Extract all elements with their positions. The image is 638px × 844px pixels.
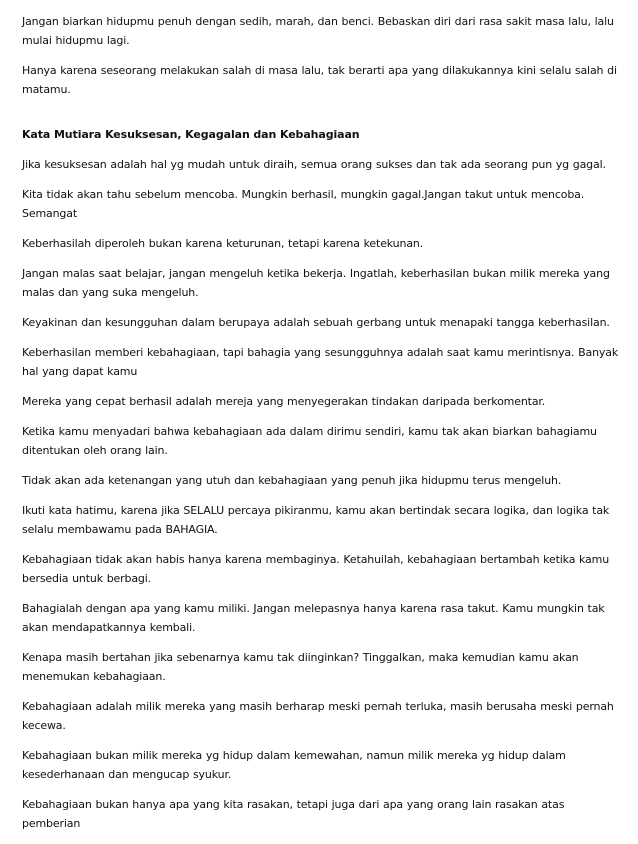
quote-paragraph: Kita tidak akan tahu sebelum mencoba. Mungkin berhasil, mungkin gagal.Jangan takut untuk mencoba. Semangat	[22, 188, 585, 220]
quote-paragraph: Bahagialah dengan apa yang kamu miliki. Jangan melepasnya hanya karena rasa takut. Kamu mungkin tak akan mendapatkannya kembali.	[22, 602, 605, 634]
quote-paragraph: Mereka yang cepat berhasil adalah mereja yang menyegerakan tindakan daripada berkomentar.	[22, 395, 546, 408]
intro-paragraph: Hanya karena seseorang melakukan salah di masa lalu, tak berarti apa yang dilakukannya kini selalu salah di matamu.	[22, 64, 617, 96]
document-page	[22, 12, 622, 844]
quote-paragraph: Ketika kamu menyadari bahwa kebahagiaan ada dalam dirimu sendiri, kamu tak akan biarkan bahagiamu ditentukan oleh orang lain.	[22, 425, 597, 457]
quote-paragraph: Kebahagiaan tidak akan habis hanya karena membaginya. Ketahuilah, kebahagiaan bertambah ketika kamu bersedia untuk berbagi.	[22, 553, 610, 585]
quote-paragraph: Ikuti kata hatimu, karena jika SELALU percaya pikiranmu, kamu akan bertindak secara logika, dan logika tak selalu membawamu pada BAHAGIA.	[22, 504, 610, 536]
quote-paragraph: Tidak akan ada ketenangan yang utuh dan kebahagiaan yang penuh jika hidupmu terus mengeluh.	[22, 474, 562, 487]
quote-paragraph: Kenapa masih bertahan jika sebenarnya kamu tak diinginkan? Tinggalkan, maka kemudian kamu akan menemukan kebahagiaan.	[22, 651, 579, 683]
intro-paragraph: Jangan biarkan hidupmu penuh dengan sedih, marah, dan benci. Bebaskan diri dari rasa sakit masa lalu, lalu mulai hidupmu lagi.	[22, 15, 614, 47]
quote-paragraph: Kebahagiaan adalah milik mereka yang masih berharap meski pernah terluka, masih berusaha meski pernah kecewa.	[22, 700, 614, 732]
quote-paragraph: Kebahagiaan bukan milik mereka yg hidup dalam kemewahan, namun milik mereka yg hidup dalam kesederhanaan dan mengucap syukur.	[22, 749, 566, 781]
section-heading: Kata Mutiara Kesuksesan, Kegagalan dan Kebahagiaan	[22, 128, 360, 141]
quote-paragraph: Jangan malas saat belajar, jangan mengeluh ketika bekerja. Ingatlah, keberhasilan bukan milik mereka yang malas dan yang suka mengeluh.	[22, 267, 610, 299]
quote-paragraph: Keyakinan dan kesungguhan dalam berupaya adalah sebuah gerbang untuk menapaki tangga keberhasilan.	[22, 316, 610, 329]
quote-paragraph: Kebahagiaan bukan hanya apa yang kita rasakan, tetapi juga dari apa yang orang lain rasakan atas pemberian	[22, 798, 565, 830]
quote-paragraph: Keberhasilah diperoleh bukan karena keturunan, tetapi karena ketekunan.	[22, 237, 424, 250]
quote-paragraph: Jika kesuksesan adalah hal yg mudah untuk diraih, semua orang sukses dan tak ada seorang pun yg gagal.	[22, 158, 606, 171]
quote-paragraph: Keberhasilan memberi kebahagiaan, tapi bahagia yang sesungguhnya adalah saat kamu merintisnya. Banyak hal yang dapat kamu	[22, 346, 619, 378]
